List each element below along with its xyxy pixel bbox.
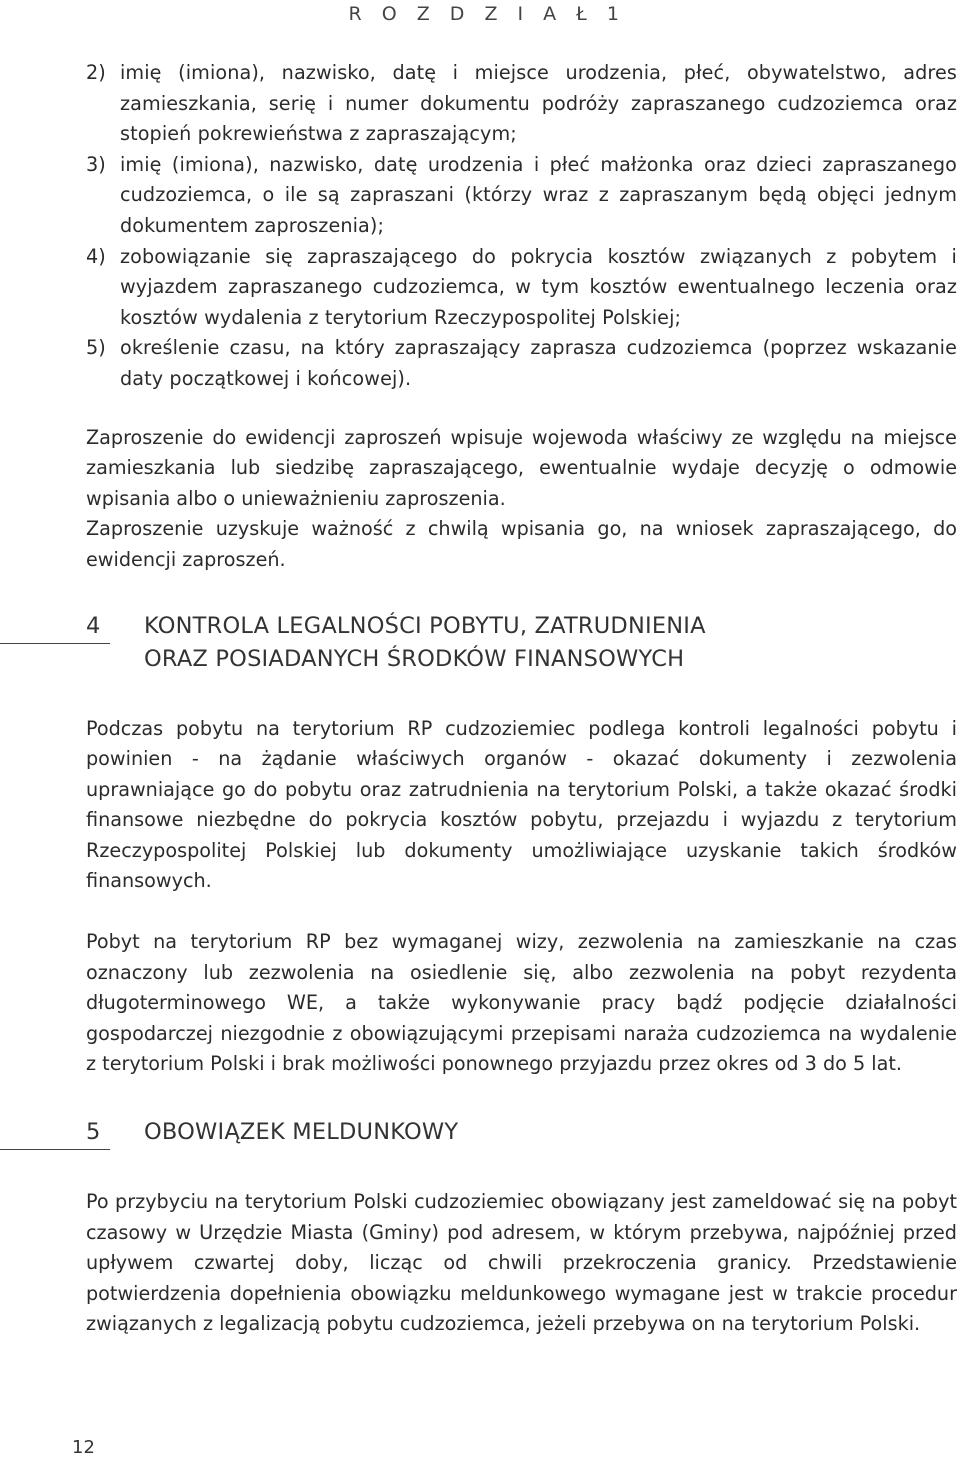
- section-number: 5: [86, 1119, 101, 1146]
- list-item: [86, 242, 957, 334]
- paragraph: Zaproszenie uzyskuje ważność z chwilą wpisania go, na wniosek zapraszającego, do ewidencji zaproszeń.: [86, 517, 957, 571]
- paragraph: Po przybyciu na terytorium Polski cudzoziemiec obowiązany jest zameldować się na pobyt czasowy w Urzędzie Miasta (Gminy) pod adresem, w którym przebywa, najpóźniej przed upływem czwartej doby, licząc od chwili przekroczenia granicy. Przedstawienie potwierdzenia dopełnienia obowiązku meldunkowego wymagane jest w trakcie procedur związanych z legalizacją pobytu cudzoziemca, jeżeli przebywa on na terytorium Polski.: [86, 1190, 957, 1336]
- section-number: 4: [86, 612, 101, 639]
- list-text: imię (imiona), nazwisko, datę urodzenia i płeć małżonka oraz dzieci zapraszanego cudzoziemca, o ile są zapraszani (którzy wraz z zapraszanym będą objęci jednym dokumentem zaproszenia);: [120, 152, 957, 237]
- section-title: OBOWIĄZEK MELDUNKOWY: [144, 1119, 459, 1146]
- list-text: określenie czasu, na który zapraszający zaprasza cudzoziemca (poprzez wskazanie daty początkowej i końcowej).: [120, 336, 957, 390]
- chapter-header: R O Z D Z I A Ł 1: [348, 3, 626, 25]
- list-item: [86, 150, 957, 242]
- list-item: [86, 333, 957, 394]
- section-title: [144, 610, 706, 676]
- section-title-line: ORAZ POSIADANYCH ŚRODKÓW FINANSOWYCH: [144, 645, 685, 672]
- page-number: 12: [72, 1437, 95, 1458]
- section-rule: [0, 1149, 110, 1150]
- list-number: 5): [86, 336, 106, 360]
- paragraph: Podczas pobytu na terytorium RP cudzoziemiec podlega kontroli legalności pobytu i powinien - na żądanie właściwych organów - okazać dokumenty i zezwolenia uprawniające go do pobytu oraz zatrudnienia na terytorium Polski, a także okazać środki finansowe niezbędne do pokrycia kosztów pobytu, przejazdu i wyjazdu z terytorium Rzeczypospolitej Polskiej lub dokumenty umożliwiające uzyskanie takich środków finansowych.: [86, 716, 957, 893]
- list-item: [86, 58, 957, 150]
- paragraph: Zaproszenie do ewidencji zaproszeń wpisuje wojewoda właściwy ze względu na miejsce zamieszkania lub siedzibę zapraszającego, ewentualnie wydaje decyzję o odmowie wpisania albo o unieważnieniu zaproszenia.: [86, 425, 957, 510]
- section-rule: [0, 643, 110, 644]
- list-text: imię (imiona), nazwisko, datę i miejsce urodzenia, płeć, obywatelstwo, adres zamieszkania, serię i numer dokumentu podróży zapraszanego cudzoziemca oraz stopień pokrewieństwa z zapraszającym;: [120, 61, 957, 146]
- list-text: zobowiązanie się zapraszającego do pokrycia kosztów związanych z pobytem i wyjazdem zapraszanego cudzoziemca, w tym kosztów ewentualnego leczenia oraz kosztów wydalenia z terytorium Rzeczypospolitej Polskiej;: [120, 244, 957, 329]
- paragraph: Pobyt na terytorium RP bez wymaganej wizy, zezwolenia na zamieszkanie na czas oznaczony lub zezwolenia na osiedlenie się, albo zezwolenia na pobyt rezydenta długoterminowego WE, a także wykonywanie pracy bądź podjęcie działalności gospodarczej niezgodnie z obowiązującymi przepisami naraża cudzoziemca na wydalenie z terytorium Polski i brak możliwości ponownego przyjazdu przez okres od 3 do 5 lat.: [86, 930, 957, 1076]
- page-content: [86, 58, 957, 1340]
- list-number: 2): [86, 61, 106, 84]
- section-4-heading: [86, 610, 957, 676]
- section-5-heading: [86, 1116, 957, 1149]
- section-title-line: KONTROLA LEGALNOŚCI POBYTU, ZATRUDNIENIA: [144, 612, 706, 639]
- list-number: 3): [86, 152, 106, 176]
- list-number: 4): [86, 244, 106, 268]
